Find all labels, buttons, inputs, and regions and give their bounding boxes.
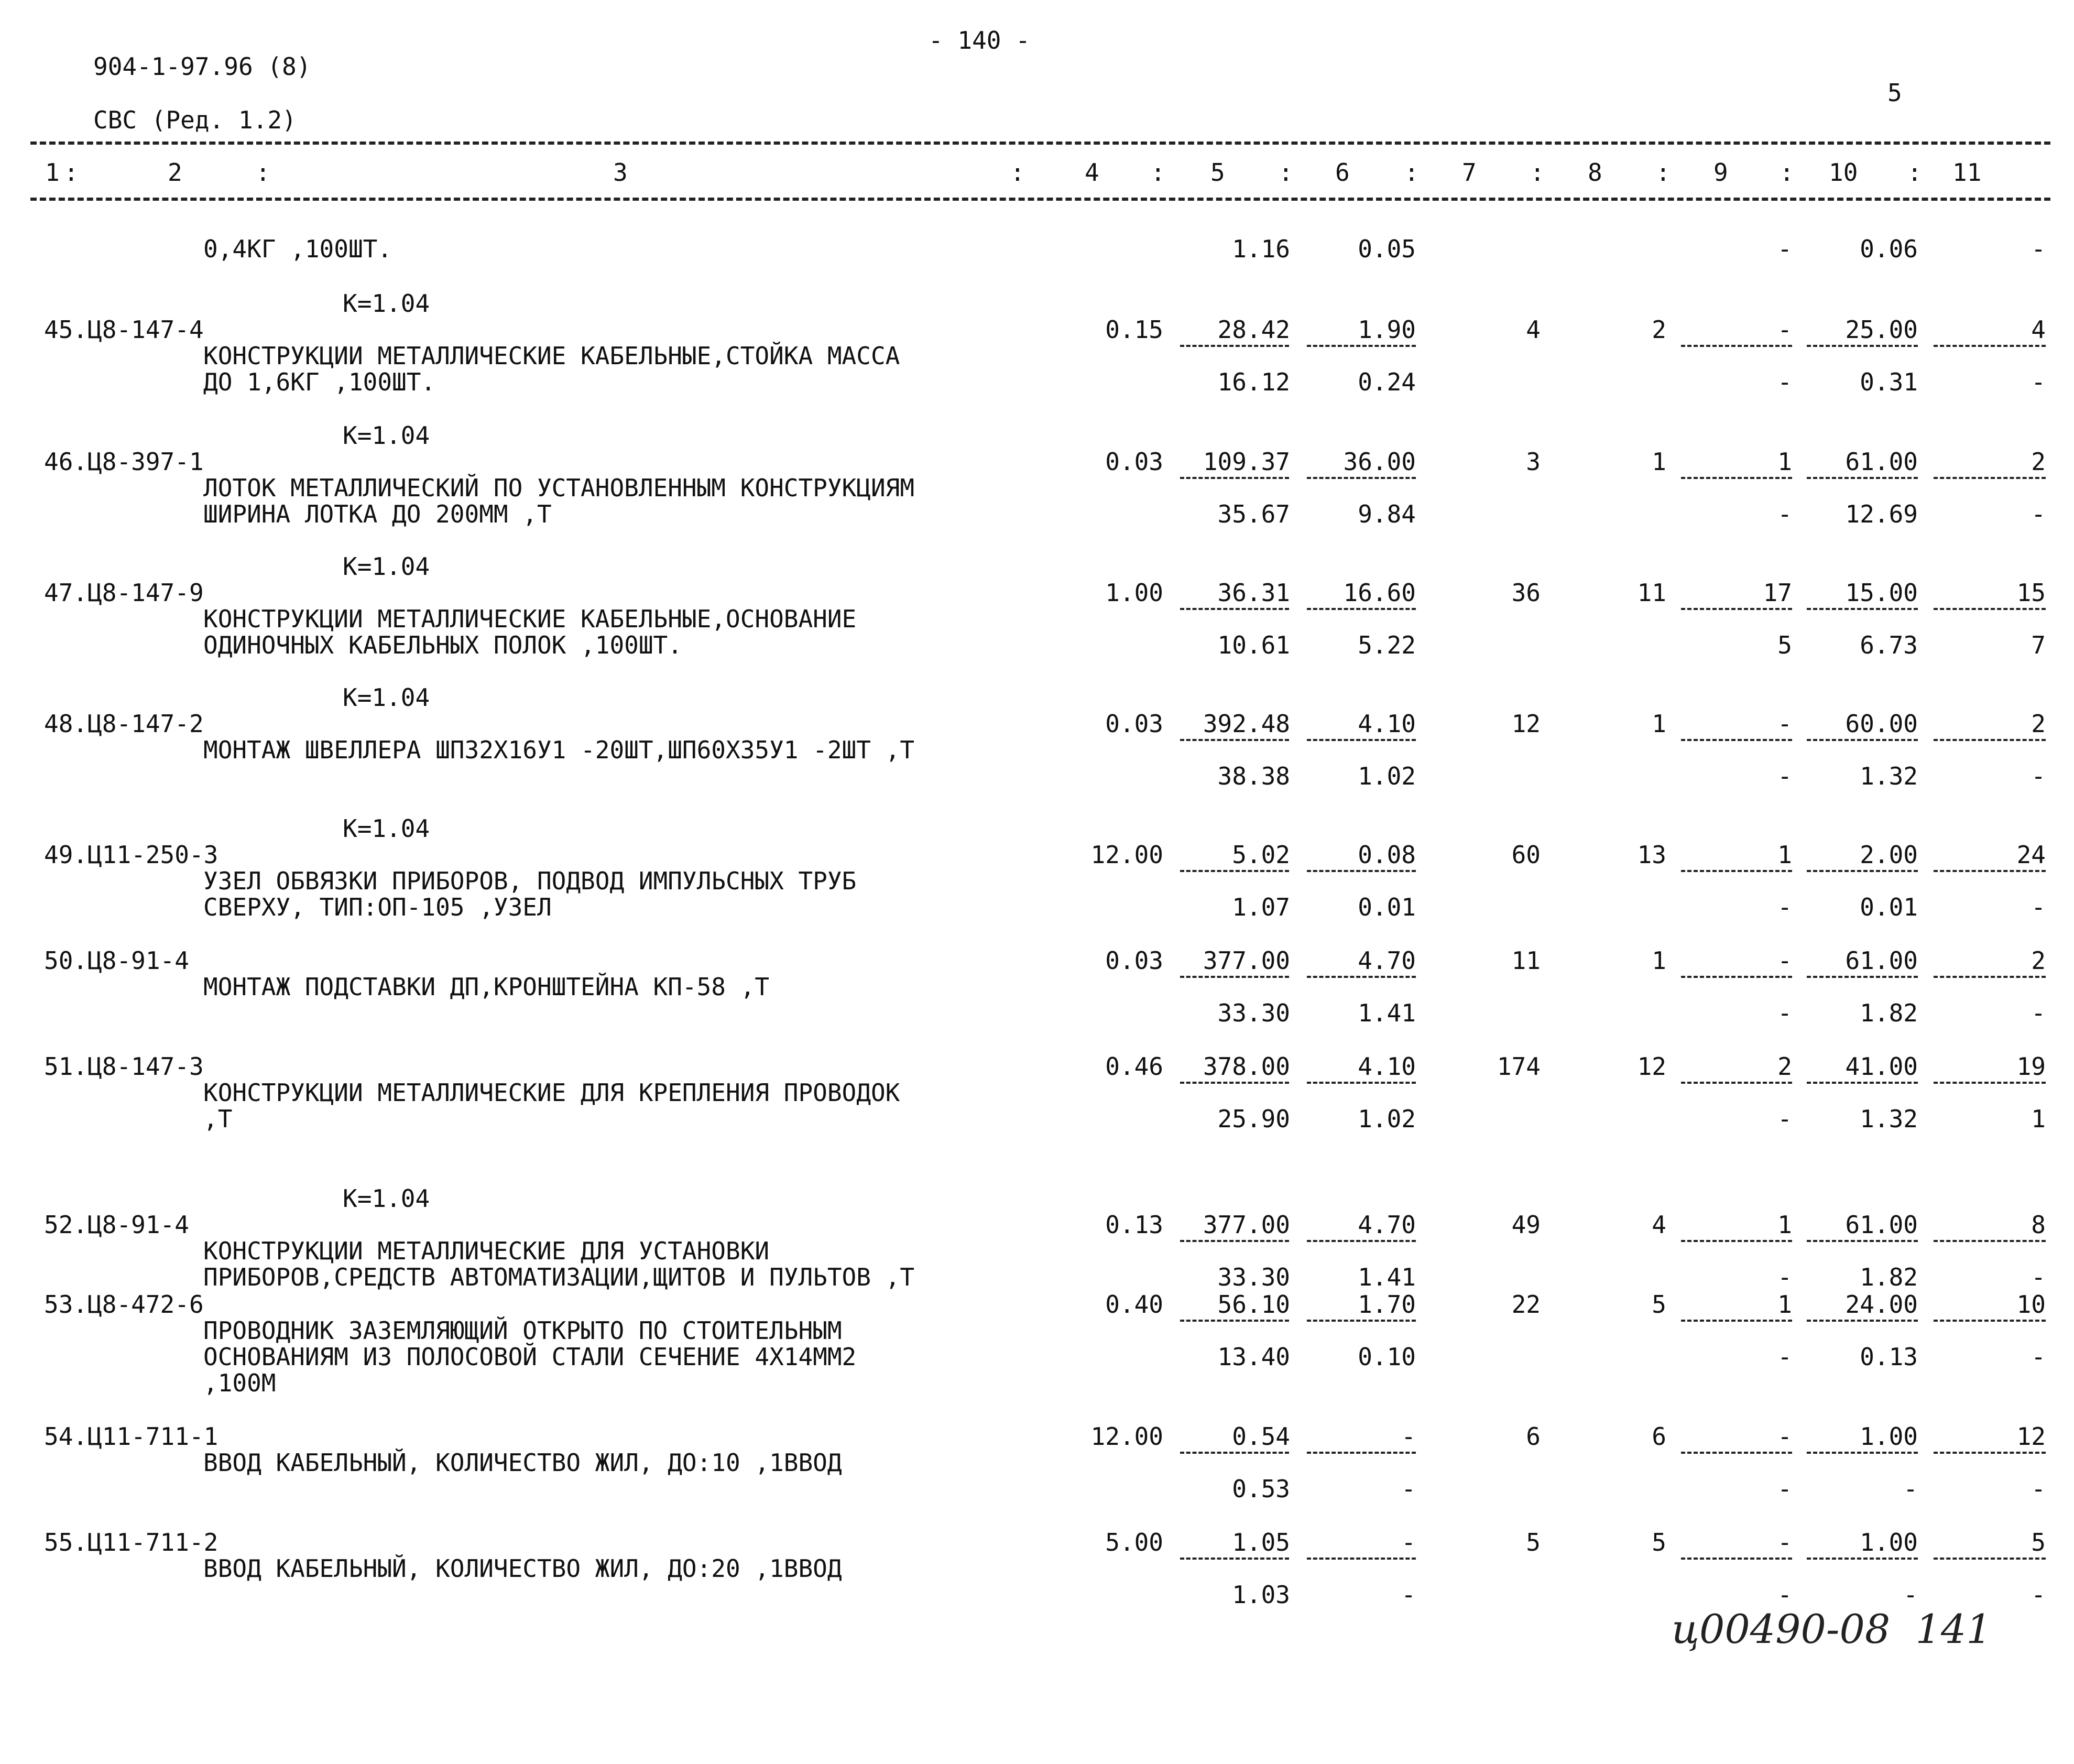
cell-c10: 1.00 xyxy=(1860,1422,1918,1451)
cell-c5: 56.10 xyxy=(1217,1290,1290,1319)
cell-c6b: 0.10 xyxy=(1358,1343,1416,1371)
item-code: 49.Ц11-250-3 xyxy=(44,841,219,869)
cell-c11b: - xyxy=(2031,1263,2046,1291)
item-description: ВВОД КАБЕЛЬНЫЙ, КОЛИЧЕСТВО ЖИЛ, ДО:20 ,1ВВОД xyxy=(203,1554,842,1583)
cell-underline xyxy=(1681,1320,1792,1322)
cell-c9b: - xyxy=(1777,1581,1792,1609)
cell-c11: 2 xyxy=(2031,946,2046,975)
cell-underline xyxy=(1681,608,1792,610)
cell-c5: 109.37 xyxy=(1203,448,1290,476)
column-separator: : xyxy=(64,158,79,187)
cell-c5b: 33.30 xyxy=(1217,1263,1290,1291)
column-header-10: 10 xyxy=(1829,158,1858,187)
cell-c6: 4.70 xyxy=(1358,946,1416,975)
item-description: МОНТАЖ ШВЕЛЛЕРА ШП32Х16У1 -20ШТ,ШП60Х35У1 -2ШТ ,Т xyxy=(203,736,915,764)
cell-c9: - xyxy=(1777,946,1792,975)
cell-c5: 377.00 xyxy=(1203,946,1290,975)
cell-c10b: 0.31 xyxy=(1860,368,1918,396)
cell-underline xyxy=(1307,1320,1416,1322)
cell-c6: - xyxy=(1401,1528,1416,1556)
cell-c10: 61.00 xyxy=(1845,448,1918,476)
cell-c8: 1 xyxy=(1652,448,1666,476)
item-code: 50.Ц8-91-4 xyxy=(44,946,189,975)
cell-c9b: - xyxy=(1777,893,1792,921)
cell-c6: 1.70 xyxy=(1358,1290,1416,1319)
item-code: 55.Ц11-711-2 xyxy=(44,1528,219,1556)
cell-c5b: 38.38 xyxy=(1217,762,1290,790)
cell-underline xyxy=(1934,1452,2046,1454)
cell-c4: 0.40 xyxy=(1105,1290,1163,1319)
cell-c6b: 1.02 xyxy=(1358,1105,1416,1133)
item-description: СВЕРХУ, ТИП:ОП-105 ,УЗЕЛ xyxy=(203,893,552,921)
cell-c9: - xyxy=(1777,315,1792,344)
program-version: СВС (Ред. 1.2) xyxy=(93,106,297,134)
item-description: УЗЕЛ ОБВЯЗКИ ПРИБОРОВ, ПОДВОД ИМПУЛЬСНЫХ ТРУБ xyxy=(203,867,857,895)
cell-underline xyxy=(1807,477,1918,479)
cell-c9: 17 xyxy=(1763,579,1792,607)
cell-underline xyxy=(1681,345,1792,347)
column-header-4: 4 xyxy=(1085,158,1099,187)
cell-c10: 15.00 xyxy=(1845,579,1918,607)
item-description: КОНСТРУКЦИИ МЕТАЛЛИЧЕСКИЕ КАБЕЛЬНЫЕ,СТОЙКА МАССА xyxy=(203,342,900,370)
cell-c8: 11 xyxy=(1637,579,1666,607)
item-description: ,100М xyxy=(203,1369,276,1397)
cell-c5b: 16.12 xyxy=(1217,368,1290,396)
cell-c10: 61.00 xyxy=(1845,946,1918,975)
column-header-2: 2 xyxy=(168,158,182,187)
cell-c6b: 1.02 xyxy=(1358,762,1416,790)
cell-c6b: 5.22 xyxy=(1358,631,1416,659)
item-description: КОНСТРУКЦИИ МЕТАЛЛИЧЕСКИЕ КАБЕЛЬНЫЕ,ОСНОВАНИЕ xyxy=(203,605,857,633)
cell-c10b: 1.32 xyxy=(1860,762,1918,790)
header-bottom-rule xyxy=(30,198,2050,201)
cell-c10b: 12.69 xyxy=(1845,500,1918,528)
cell-underline xyxy=(1807,1558,1918,1560)
cell-c5: 0.54 xyxy=(1232,1422,1290,1451)
cell-c4: 0.13 xyxy=(1105,1211,1163,1239)
cell-c11b: - xyxy=(2031,500,2046,528)
cell-c5b: 1.03 xyxy=(1232,1581,1290,1609)
column-separator: : xyxy=(1656,158,1671,187)
cell-c7: 174 xyxy=(1497,1052,1541,1081)
cell-underline xyxy=(1934,870,2046,872)
cell-underline xyxy=(1180,976,1289,978)
cell-c5: 36.31 xyxy=(1217,579,1290,607)
cell-underline xyxy=(1934,976,2046,978)
column-separator: : xyxy=(1279,158,1293,187)
cell-c9: 1 xyxy=(1777,1290,1792,1319)
cell-c11: 5 xyxy=(2031,1528,2046,1556)
cell-c6: - xyxy=(1401,1422,1416,1451)
cell-c8: 5 xyxy=(1652,1290,1666,1319)
cell-c7: 60 xyxy=(1511,841,1541,869)
item-description: ОСНОВАНИЯМ ИЗ ПОЛОСОВОЙ СТАЛИ СЕЧЕНИЕ 4Х14ММ2 xyxy=(203,1343,857,1371)
item-code: 53.Ц8-472-6 xyxy=(44,1290,204,1319)
item-description: КОНСТРУКЦИИ МЕТАЛЛИЧЕСКИЕ ДЛЯ УСТАНОВКИ xyxy=(203,1237,770,1265)
cell-underline xyxy=(1180,1240,1289,1242)
continuation-c5: 1.16 xyxy=(1232,235,1290,263)
cell-c11b: 1 xyxy=(2031,1105,2046,1133)
cell-c10b: 1.32 xyxy=(1860,1105,1918,1133)
cell-underline xyxy=(1934,1320,2046,1322)
cell-c4: 0.15 xyxy=(1105,315,1163,344)
cell-c5: 28.42 xyxy=(1217,315,1290,344)
item-description: ОДИНОЧНЫХ КАБЕЛЬНЫХ ПОЛОК ,100ШТ. xyxy=(203,631,682,659)
cell-c9b: 5 xyxy=(1777,631,1792,659)
column-separator: : xyxy=(1404,158,1419,187)
cell-c9b: - xyxy=(1777,762,1792,790)
cell-c11: 10 xyxy=(2016,1290,2046,1319)
cell-c5: 377.00 xyxy=(1203,1211,1290,1239)
column-header-8: 8 xyxy=(1588,158,1602,187)
cell-c7: 12 xyxy=(1511,710,1541,738)
coefficient-k: К=1.04 xyxy=(343,552,430,581)
cell-c10b: - xyxy=(1903,1581,1918,1609)
column-header-9: 9 xyxy=(1713,158,1728,187)
cell-underline xyxy=(1681,739,1792,741)
cell-underline xyxy=(1681,976,1792,978)
cell-c11b: - xyxy=(2031,762,2046,790)
cell-underline xyxy=(1307,1558,1416,1560)
cell-c10: 25.00 xyxy=(1845,315,1918,344)
cell-c9: - xyxy=(1777,1528,1792,1556)
cell-c11: 2 xyxy=(2031,710,2046,738)
item-description: ПРОВОДНИК ЗАЗЕМЛЯЮЩИЙ ОТКРЫТО ПО СТОИТЕЛЬНЫМ xyxy=(203,1316,842,1345)
cell-c7: 36 xyxy=(1511,579,1541,607)
cell-underline xyxy=(1180,477,1289,479)
cell-underline xyxy=(1934,1558,2046,1560)
cell-c11: 4 xyxy=(2031,315,2046,344)
cell-underline xyxy=(1180,608,1289,610)
cell-c5: 378.00 xyxy=(1203,1052,1290,1081)
item-code: 54.Ц11-711-1 xyxy=(44,1422,219,1451)
cell-underline xyxy=(1180,1082,1289,1084)
cell-underline xyxy=(1180,870,1289,872)
cell-c6b: 9.84 xyxy=(1358,500,1416,528)
cell-c6b: - xyxy=(1401,1581,1416,1609)
cell-c6: 4.70 xyxy=(1358,1211,1416,1239)
item-code: 47.Ц8-147-9 xyxy=(44,579,204,607)
cell-underline xyxy=(1807,1452,1918,1454)
cell-c4: 5.00 xyxy=(1105,1528,1163,1556)
cell-c11: 24 xyxy=(2016,841,2046,869)
cell-underline xyxy=(1681,477,1792,479)
column-separator: : xyxy=(1010,158,1025,187)
coefficient-k: К=1.04 xyxy=(343,683,430,712)
cell-c4: 0.03 xyxy=(1105,448,1163,476)
cell-c11: 12 xyxy=(2016,1422,2046,1451)
cell-c11: 2 xyxy=(2031,448,2046,476)
column-separator: : xyxy=(256,158,270,187)
continuation-c6: 0.05 xyxy=(1358,235,1416,263)
cell-c8: 2 xyxy=(1652,315,1666,344)
cell-c10b: 0.01 xyxy=(1860,893,1918,921)
cell-c11b: - xyxy=(2031,1343,2046,1371)
item-description: ШИРИНА ЛОТКА ДО 200ММ ,Т xyxy=(203,500,552,528)
cell-underline xyxy=(1934,739,2046,741)
cell-c4: 1.00 xyxy=(1105,579,1163,607)
cell-c11: 8 xyxy=(2031,1211,2046,1239)
cell-c5: 5.02 xyxy=(1232,841,1290,869)
cell-underline xyxy=(1307,477,1416,479)
cell-underline xyxy=(1180,1452,1289,1454)
coefficient-k: К=1.04 xyxy=(343,421,430,450)
cell-underline xyxy=(1807,345,1918,347)
item-description: КОНСТРУКЦИИ МЕТАЛЛИЧЕСКИЕ ДЛЯ КРЕПЛЕНИЯ ПРОВОДОК xyxy=(203,1079,900,1107)
cell-c5b: 13.40 xyxy=(1217,1343,1290,1371)
cell-c9b: - xyxy=(1777,1475,1792,1503)
cell-c10: 2.00 xyxy=(1860,841,1918,869)
cell-c6: 1.90 xyxy=(1358,315,1416,344)
cell-c9b: - xyxy=(1777,500,1792,528)
cell-c11: 19 xyxy=(2016,1052,2046,1081)
cell-c10b: 0.13 xyxy=(1860,1343,1918,1371)
cell-c8: 12 xyxy=(1637,1052,1666,1081)
cell-c4: 12.00 xyxy=(1090,841,1163,869)
cell-c9b: - xyxy=(1777,1263,1792,1291)
cell-c6b: 0.01 xyxy=(1358,893,1416,921)
cell-c7: 4 xyxy=(1526,315,1541,344)
cell-c8: 6 xyxy=(1652,1422,1666,1451)
item-description: ЛОТОК МЕТАЛЛИЧЕСКИЙ ПО УСТАНОВЛЕННЫМ КОНСТРУКЦИЯМ xyxy=(203,474,915,502)
cell-c6: 16.60 xyxy=(1343,579,1416,607)
cell-c7: 6 xyxy=(1526,1422,1541,1451)
cell-underline xyxy=(1681,870,1792,872)
cell-c10: 1.00 xyxy=(1860,1528,1918,1556)
cell-c7: 5 xyxy=(1526,1528,1541,1556)
document-code: 904-1-97.96 (8) xyxy=(93,52,311,81)
cell-c7: 49 xyxy=(1511,1211,1541,1239)
cell-c8: 13 xyxy=(1637,841,1666,869)
cell-underline xyxy=(1807,1082,1918,1084)
cell-underline xyxy=(1681,1082,1792,1084)
cell-c6b: 1.41 xyxy=(1358,1263,1416,1291)
coefficient-k: К=1.04 xyxy=(343,814,430,843)
cell-c8: 4 xyxy=(1652,1211,1666,1239)
header-top-rule xyxy=(30,141,2050,145)
cell-c5b: 10.61 xyxy=(1217,631,1290,659)
cell-c11b: - xyxy=(2031,893,2046,921)
cell-underline xyxy=(1934,1240,2046,1242)
continuation-c11: - xyxy=(2031,235,2046,263)
cell-c5: 1.05 xyxy=(1232,1528,1290,1556)
cell-c9b: - xyxy=(1777,1105,1792,1133)
continuation-c9: - xyxy=(1777,235,1792,263)
cell-c10: 61.00 xyxy=(1845,1211,1918,1239)
cell-c10b: - xyxy=(1903,1475,1918,1503)
cell-underline xyxy=(1307,345,1416,347)
cell-c11b: 7 xyxy=(2031,631,2046,659)
cell-c11b: - xyxy=(2031,1475,2046,1503)
cell-c5b: 33.30 xyxy=(1217,999,1290,1027)
coefficient-k: К=1.04 xyxy=(343,289,430,318)
cell-c8: 1 xyxy=(1652,946,1666,975)
continuation-c10: 0.06 xyxy=(1860,235,1918,263)
cell-underline xyxy=(1681,1452,1792,1454)
cell-c7: 22 xyxy=(1511,1290,1541,1319)
cell-c6: 0.08 xyxy=(1358,841,1416,869)
sheet-number: 5 xyxy=(1887,79,1902,107)
item-code: 48.Ц8-147-2 xyxy=(44,710,204,738)
cell-c8: 5 xyxy=(1652,1528,1666,1556)
coefficient-k: К=1.04 xyxy=(343,1184,430,1213)
column-header-11: 11 xyxy=(1952,158,1982,187)
page-number: - 140 - xyxy=(929,26,1030,55)
item-description: ВВОД КАБЕЛЬНЫЙ, КОЛИЧЕСТВО ЖИЛ, ДО:10 ,1ВВОД xyxy=(203,1449,842,1477)
item-code: 51.Ц8-147-3 xyxy=(44,1052,204,1081)
cell-c8: 1 xyxy=(1652,710,1666,738)
cell-c5b: 0.53 xyxy=(1232,1475,1290,1503)
cell-c9: 1 xyxy=(1777,1211,1792,1239)
cell-c6: 36.00 xyxy=(1343,448,1416,476)
cell-c9: - xyxy=(1777,1422,1792,1451)
column-header-3: 3 xyxy=(613,158,628,187)
cell-underline xyxy=(1807,870,1918,872)
cell-underline xyxy=(1180,739,1289,741)
cell-underline xyxy=(1807,739,1918,741)
cell-c9: 1 xyxy=(1777,841,1792,869)
cell-underline xyxy=(1307,976,1416,978)
item-description: ДО 1,6КГ ,100ШТ. xyxy=(203,368,436,396)
cell-c10: 41.00 xyxy=(1845,1052,1918,1081)
cell-underline xyxy=(1934,345,2046,347)
column-separator: : xyxy=(1780,158,1794,187)
continuation-desc: 0,4КГ ,100ШТ. xyxy=(203,235,392,263)
cell-underline xyxy=(1307,739,1416,741)
cell-underline xyxy=(1180,1558,1289,1560)
column-header-6: 6 xyxy=(1335,158,1350,187)
cell-c6b: 0.24 xyxy=(1358,368,1416,396)
cell-c9b: - xyxy=(1777,1343,1792,1371)
cell-underline xyxy=(1807,1320,1918,1322)
column-header-7: 7 xyxy=(1462,158,1477,187)
cell-c9: 1 xyxy=(1777,448,1792,476)
cell-c9: - xyxy=(1777,710,1792,738)
cell-c6: 4.10 xyxy=(1358,1052,1416,1081)
cell-underline xyxy=(1307,1082,1416,1084)
item-description: МОНТАЖ ПОДСТАВКИ ДП,КРОНШТЕЙНА КП-58 ,Т xyxy=(203,973,770,1001)
cell-c11b: - xyxy=(2031,1581,2046,1609)
cell-c6b: - xyxy=(1401,1475,1416,1503)
cell-underline xyxy=(1681,1240,1792,1242)
cell-c11b: - xyxy=(2031,368,2046,396)
item-code: 52.Ц8-91-4 xyxy=(44,1211,189,1239)
cell-underline xyxy=(1807,1240,1918,1242)
cell-c6: 4.10 xyxy=(1358,710,1416,738)
cell-c4: 0.46 xyxy=(1105,1052,1163,1081)
column-separator: : xyxy=(1530,158,1545,187)
cell-c10b: 1.82 xyxy=(1860,999,1918,1027)
handwritten-note: ц00490-08 141 xyxy=(1672,1606,1992,1652)
cell-c7: 3 xyxy=(1526,448,1541,476)
cell-underline xyxy=(1807,976,1918,978)
cell-c10: 60.00 xyxy=(1845,710,1918,738)
cell-c5: 392.48 xyxy=(1203,710,1290,738)
cell-c4: 0.03 xyxy=(1105,946,1163,975)
cell-c5b: 35.67 xyxy=(1217,500,1290,528)
cell-c10b: 6.73 xyxy=(1860,631,1918,659)
column-separator: : xyxy=(1151,158,1165,187)
cell-c11b: - xyxy=(2031,999,2046,1027)
cell-c10: 24.00 xyxy=(1845,1290,1918,1319)
cell-c4: 0.03 xyxy=(1105,710,1163,738)
cell-underline xyxy=(1307,1240,1416,1242)
cell-underline xyxy=(1807,608,1918,610)
cell-underline xyxy=(1934,477,2046,479)
cell-c9b: - xyxy=(1777,368,1792,396)
cell-underline xyxy=(1307,1452,1416,1454)
cell-c9b: - xyxy=(1777,999,1792,1027)
cell-underline xyxy=(1681,1558,1792,1560)
cell-underline xyxy=(1180,1320,1289,1322)
cell-c5b: 1.07 xyxy=(1232,893,1290,921)
cell-c7: 11 xyxy=(1511,946,1541,975)
cell-c5b: 25.90 xyxy=(1217,1105,1290,1133)
cell-underline xyxy=(1180,345,1289,347)
cell-underline xyxy=(1934,1082,2046,1084)
column-header-1: 1 xyxy=(45,158,60,187)
cell-c4: 12.00 xyxy=(1090,1422,1163,1451)
cell-underline xyxy=(1307,870,1416,872)
cell-c9: 2 xyxy=(1777,1052,1792,1081)
item-code: 46.Ц8-397-1 xyxy=(44,448,204,476)
column-header-5: 5 xyxy=(1210,158,1225,187)
item-description: ,Т xyxy=(203,1105,233,1133)
column-separator: : xyxy=(1907,158,1922,187)
item-description: ПРИБОРОВ,СРЕДСТВ АВТОМАТИЗАЦИИ,ЩИТОВ И ПУЛЬТОВ ,Т xyxy=(203,1263,915,1291)
item-code: 45.Ц8-147-4 xyxy=(44,315,204,344)
cell-underline xyxy=(1307,608,1416,610)
cell-c6b: 1.41 xyxy=(1358,999,1416,1027)
cell-c10b: 1.82 xyxy=(1860,1263,1918,1291)
cell-underline xyxy=(1934,608,2046,610)
cell-c11: 15 xyxy=(2016,579,2046,607)
